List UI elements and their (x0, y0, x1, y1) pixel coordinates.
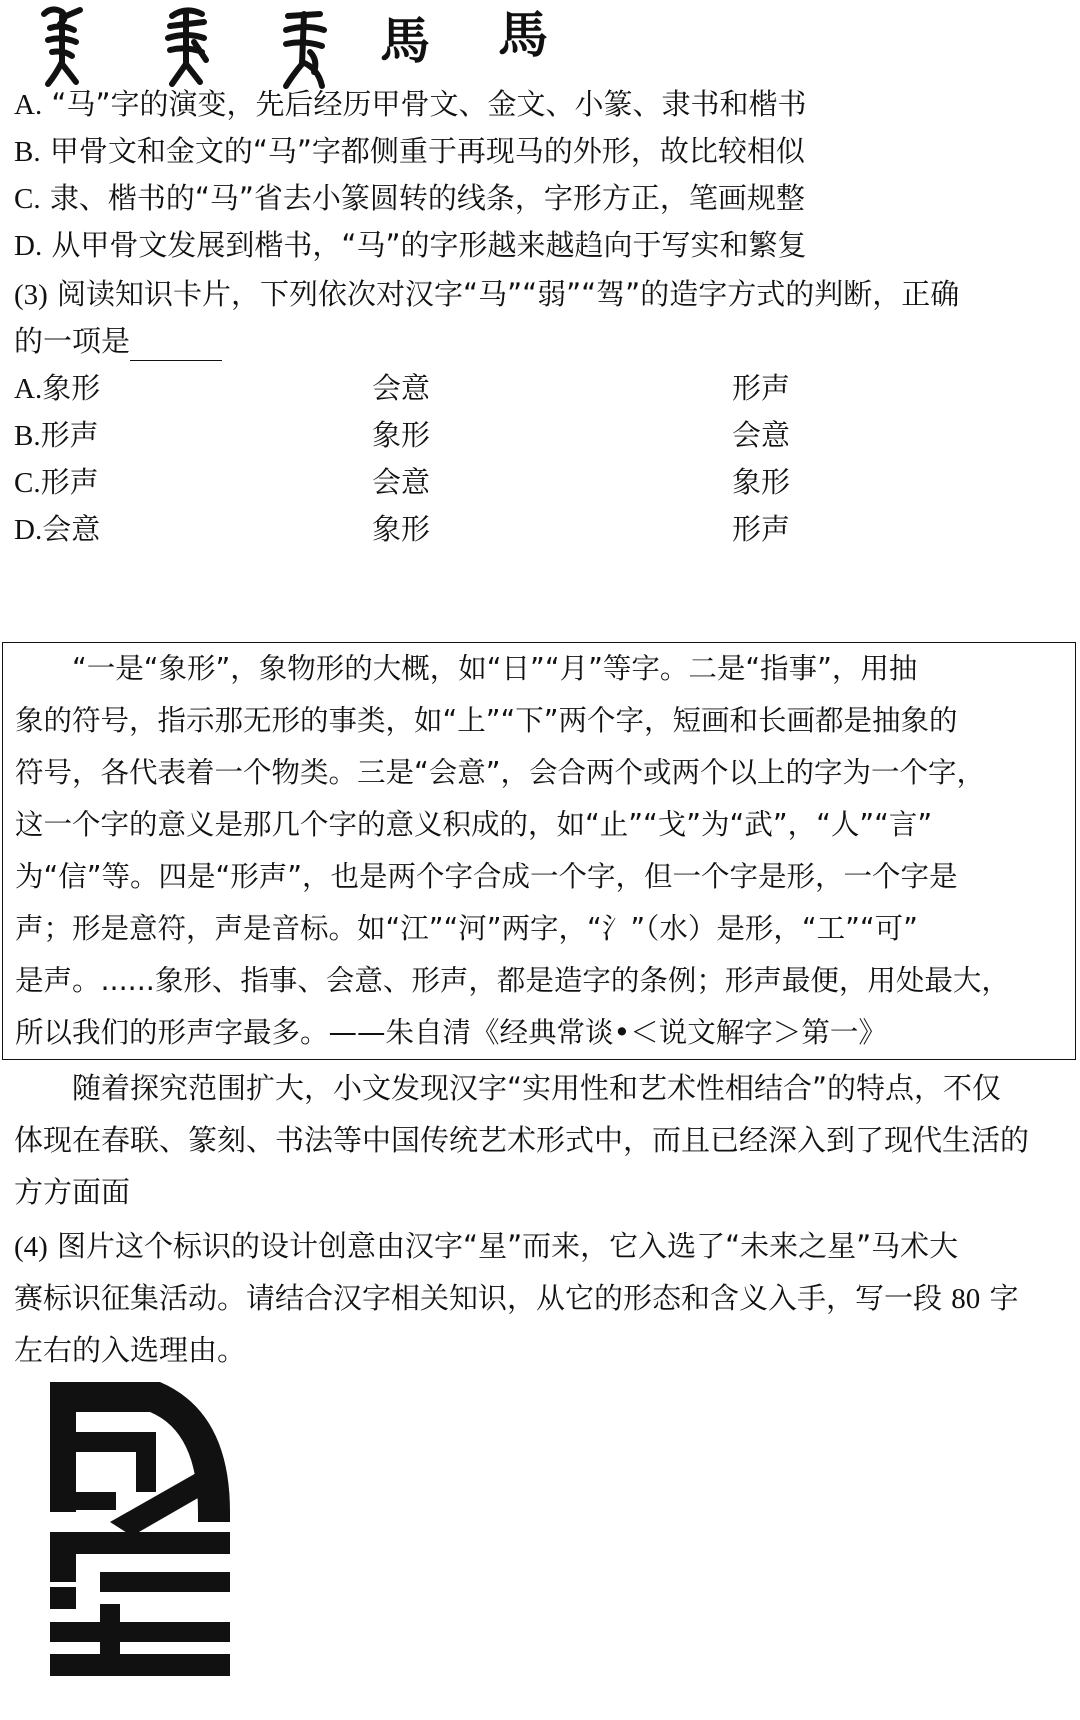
card-line: 象的符号，指示那无形的事类，如“上”“下”两个字，短画和长画都是抽象的 (15, 704, 958, 737)
q2-option-b: B. 甲骨文和金文的“马”字都侧重于再现马的外形，故比较相似 (14, 134, 805, 168)
q2-option-c: C. 隶、楷书的“马”省去小篆圆转的线条，字形方正，笔画规整 (14, 181, 805, 215)
card-line: “一是“象形”，象物形的大概，如“日”“月”等字。二是“指事”，用抽 (15, 652, 918, 685)
paragraph-line: 方方面面 (14, 1175, 131, 1209)
regular-script-horse-glyph: 馬 (498, 5, 546, 64)
q4-prompt-line2: 赛标识征集活动。请结合汉字相关知识，从它的形态和含义入手，写一段 80 字 (14, 1281, 1019, 1315)
small-seal-horse-icon (262, 2, 352, 92)
knowledge-card (2, 642, 1076, 1060)
q3-prompt-line2: 的一项是 (14, 321, 222, 361)
bronze-horse-icon (142, 2, 232, 92)
paragraph-line: 随着探究范围扩大，小文发现汉字“实用性和艺术性相结合”的特点，不仅 (14, 1071, 1002, 1105)
card-line: 所以我们的形声字最多。——朱自清《经典常谈•＜说文解字＞第一》 (15, 1016, 887, 1049)
horse-evolution-glyphs (22, 2, 642, 92)
card-line: 这一个字的意义是那几个字的意义积成的，如“止”“戈”为“武”，“人”“言” (15, 808, 933, 841)
clerical-horse-glyph: 馬 (380, 11, 428, 70)
paragraph-line: 体现在春联、篆刻、书法等中国传统艺术形式中，而且已经深入到了现代生活的 (14, 1123, 1030, 1157)
answer-blank[interactable] (130, 330, 222, 361)
q4-prompt-line3: 左右的入选理由。 (14, 1333, 247, 1367)
card-line: 符号，各代表着一个物类。三是“会意”，会合两个或两个以上的字为一个字， (15, 756, 986, 789)
card-line: 声；形是意符，声是音标。如“江”“河”两字，“氵”（水）是形，“工”“可” (15, 912, 918, 945)
card-line: 是声。......象形、指事、会意、形声，都是造字的条例；形声最便，用处最大， (15, 964, 1010, 997)
oracle-bone-horse-icon (22, 2, 112, 92)
q2-option-a: A. “马”字的演变，先后经历甲骨文、金文、小篆、隶书和楷书 (14, 87, 807, 121)
future-star-logo-icon (40, 1372, 240, 1692)
card-line: 为“信”等。四是“形声”，也是两个字合成一个字，但一个字是形，一个字是 (15, 860, 958, 893)
q3-prompt-line1: (3) 阅读知识卡片，下列依次对汉字“马”“弱”“驾”的造字方式的判断，正确 (14, 277, 960, 311)
q2-option-d: D. 从甲骨文发展到楷书，“马”的字形越来越趋向于写实和繁复 (14, 228, 807, 262)
q4-prompt-line1: (4) 图片这个标识的设计创意由汉字“星”而来，它入选了“未来之星”马术大 (14, 1229, 959, 1263)
